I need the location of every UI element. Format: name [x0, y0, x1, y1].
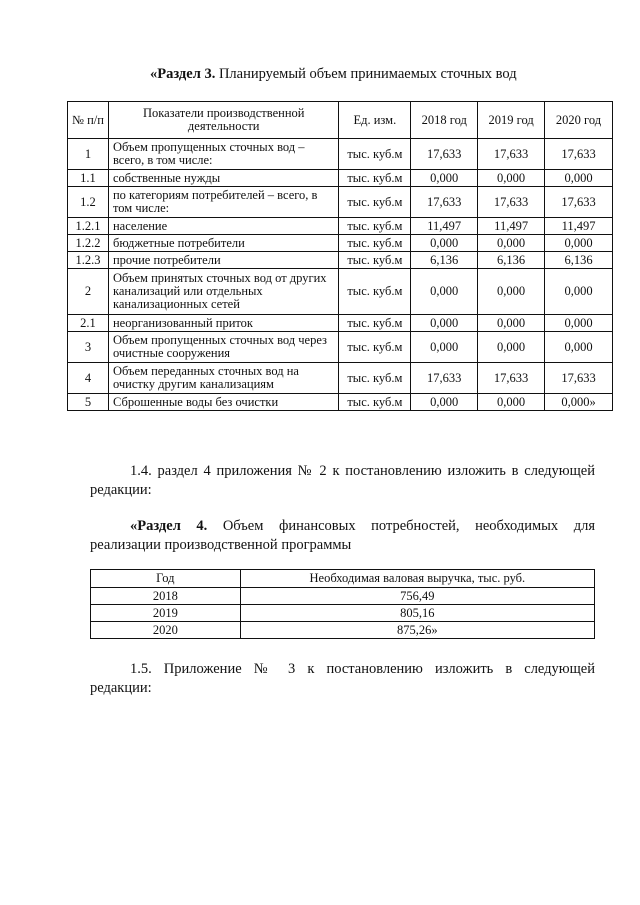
row-number: 5	[68, 394, 109, 411]
row-value-2019: 0,000	[478, 170, 545, 187]
table-row	[68, 139, 613, 170]
row-number: 1.2.2	[68, 235, 109, 252]
row-value-2018: 17,633	[411, 187, 478, 218]
row-value-2020: 0,000	[545, 235, 613, 252]
row-indicator: Объем переданных сточных вод на очистку другим канализациям	[108, 363, 338, 394]
paragraph-1-4-line2: редакции:	[90, 482, 152, 498]
row-year: 2019	[91, 605, 241, 622]
table-row	[68, 332, 613, 363]
row-value-2020: 0,000	[545, 315, 613, 332]
paragraph-1-4	[90, 462, 595, 500]
row-value-2019: 17,633	[478, 139, 545, 170]
row-value-2019: 0,000	[478, 315, 545, 332]
row-value-2018: 17,633	[411, 363, 478, 394]
row-number: 2	[68, 269, 109, 315]
row-number: 3	[68, 332, 109, 363]
header-2018: 2018 год	[411, 102, 478, 139]
paragraph-1-4-line1: 1.4. раздел 4 приложения № 2 к постановлению изложить в следующей	[130, 463, 595, 479]
table-row	[68, 363, 613, 394]
row-revenue: 756,49	[240, 588, 594, 605]
table-row	[68, 170, 613, 187]
row-indicator: Объем пропущенных сточных вод – всего, в том числе:	[108, 139, 338, 170]
row-value-2020: 0,000	[545, 170, 613, 187]
header-year: Год	[91, 570, 241, 588]
row-value-2020: 11,497	[545, 218, 613, 235]
row-number: 4	[68, 363, 109, 394]
row-value-2018: 0,000	[411, 332, 478, 363]
row-unit: тыс. куб.м	[339, 269, 411, 315]
row-number: 1.2.1	[68, 218, 109, 235]
row-indicator: бюджетные потребители	[108, 235, 338, 252]
row-value-2019: 0,000	[478, 394, 545, 411]
table-row	[68, 218, 613, 235]
row-value-2019: 17,633	[478, 187, 545, 218]
section3-title-bold: «Раздел 3.	[150, 66, 216, 82]
row-indicator: прочие потребители	[108, 252, 338, 269]
paragraph-1-5-line1: 1.5. Приложение № 3 к постановлению изложить в следующей	[130, 661, 595, 677]
header-2019: 2019 год	[478, 102, 545, 139]
row-unit: тыс. куб.м	[339, 252, 411, 269]
section4-title-line1	[90, 517, 595, 536]
row-value-2018: 0,000	[411, 269, 478, 315]
row-unit: тыс. куб.м	[339, 235, 411, 252]
header-revenue: Необходимая валовая выручка, тыс. руб.	[240, 570, 594, 588]
table-header-row	[68, 102, 613, 139]
section4-title-line2: реализации производственной программы	[90, 537, 352, 553]
table-row	[91, 622, 595, 639]
row-value-2018: 0,000	[411, 394, 478, 411]
row-indicator: население	[108, 218, 338, 235]
table-row	[68, 252, 613, 269]
section3-title-rest: Планируемый объем принимаемых сточных вод	[215, 66, 517, 82]
section4-title	[90, 517, 595, 555]
header-number: № п/п	[68, 102, 109, 139]
row-revenue: 875,26»	[240, 622, 594, 639]
row-number: 1.2	[68, 187, 109, 218]
row-year: 2018	[91, 588, 241, 605]
section4-title-rest: Объем финансовых потребностей, необходимых для	[207, 518, 596, 534]
row-unit: тыс. куб.м	[339, 187, 411, 218]
row-value-2019: 0,000	[478, 332, 545, 363]
table-row	[68, 394, 613, 411]
row-number: 1.1	[68, 170, 109, 187]
row-value-2020: 0,000	[545, 269, 613, 315]
row-value-2018: 17,633	[411, 139, 478, 170]
table-header-row	[91, 570, 595, 588]
paragraph-1-5	[90, 660, 595, 698]
row-value-2019: 6,136	[478, 252, 545, 269]
row-number: 1	[68, 139, 109, 170]
row-unit: тыс. куб.м	[339, 332, 411, 363]
row-unit: тыс. куб.м	[339, 394, 411, 411]
header-2020: 2020 год	[545, 102, 613, 139]
row-value-2020: 6,136	[545, 252, 613, 269]
row-indicator: Объем принятых сточных вод от других канализаций или отдельных канализационных сетей	[108, 269, 338, 315]
row-value-2019: 0,000	[478, 235, 545, 252]
section3-title	[150, 66, 517, 83]
row-value-2018: 0,000	[411, 170, 478, 187]
header-indicator: Показатели производственной деятельности	[108, 102, 338, 139]
table-row	[68, 269, 613, 315]
row-indicator: Объем пропущенных сточных вод через очистные сооружения	[108, 332, 338, 363]
row-indicator: неорганизованный приток	[108, 315, 338, 332]
row-year: 2020	[91, 622, 241, 639]
row-indicator: Сброшенные воды без очистки	[108, 394, 338, 411]
row-value-2020: 17,633	[545, 363, 613, 394]
table-row	[91, 588, 595, 605]
row-unit: тыс. куб.м	[339, 170, 411, 187]
row-indicator: по категориям потребителей – всего, в том числе:	[108, 187, 338, 218]
section4-table	[90, 569, 595, 639]
row-value-2020: 17,633	[545, 139, 613, 170]
row-value-2020: 17,633	[545, 187, 613, 218]
row-value-2018: 0,000	[411, 235, 478, 252]
row-value-2019: 0,000	[478, 269, 545, 315]
section3-table	[67, 101, 613, 411]
row-unit: тыс. куб.м	[339, 363, 411, 394]
row-indicator: собственные нужды	[108, 170, 338, 187]
row-number: 1.2.3	[68, 252, 109, 269]
row-value-2018: 11,497	[411, 218, 478, 235]
paragraph-1-5-line2: редакции:	[90, 680, 152, 696]
table-row	[68, 315, 613, 332]
row-unit: тыс. куб.м	[339, 139, 411, 170]
row-value-2019: 11,497	[478, 218, 545, 235]
row-unit: тыс. куб.м	[339, 218, 411, 235]
row-value-2018: 6,136	[411, 252, 478, 269]
row-number: 2.1	[68, 315, 109, 332]
table-row	[68, 187, 613, 218]
row-value-2020: 0,000»	[545, 394, 613, 411]
row-revenue: 805,16	[240, 605, 594, 622]
row-unit: тыс. куб.м	[339, 315, 411, 332]
header-unit: Ед. изм.	[339, 102, 411, 139]
row-value-2018: 0,000	[411, 315, 478, 332]
row-value-2019: 17,633	[478, 363, 545, 394]
table-row	[91, 605, 595, 622]
row-value-2020: 0,000	[545, 332, 613, 363]
section4-title-bold: «Раздел 4.	[130, 518, 208, 534]
table-row	[68, 235, 613, 252]
